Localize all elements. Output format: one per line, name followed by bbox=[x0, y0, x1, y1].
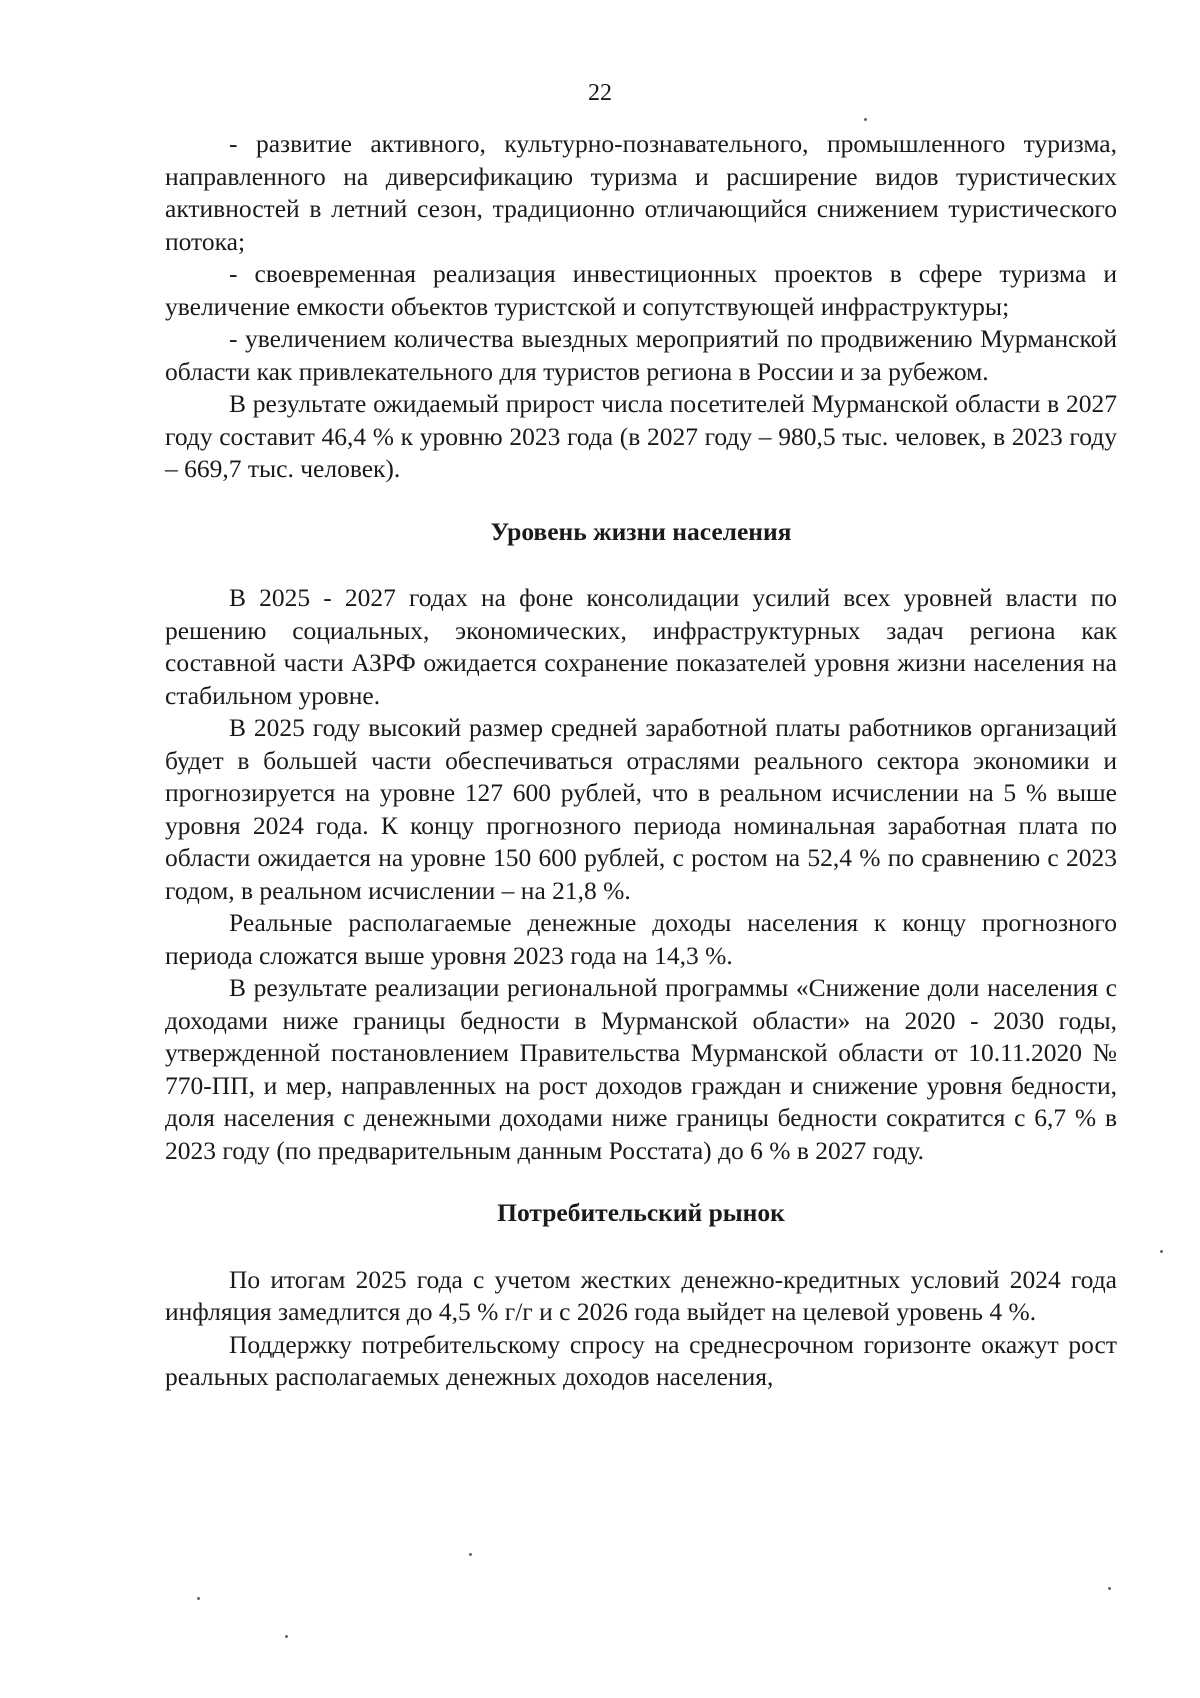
paragraph-consumer-demand: Поддержку потребительскому спросу на среднесрочном горизонте окажут рост реальных располагаемых денежных доходов населения, bbox=[165, 1329, 1117, 1391]
page-number: 22 bbox=[588, 80, 612, 106]
bullet-paragraph-investment-projects: - своевременная реализация инвестиционных проектов в сфере туризма и увеличение емкости объектов туристской и сопутствующей инфраструктуры; bbox=[165, 259, 1117, 321]
section-heading-consumer-market: Потребительский рынок bbox=[497, 1198, 785, 1227]
scan-speck bbox=[285, 1635, 288, 1638]
scan-speck bbox=[1160, 1250, 1163, 1253]
document-body bbox=[165, 128, 1117, 1394]
paragraph-disposable-income: Реальные располагаемые денежные доходы населения к концу прогнозного периода сложатся выше уровня 2023 года на 14,3 %. bbox=[165, 908, 1117, 970]
scan-speck bbox=[469, 1553, 472, 1556]
scan-speck bbox=[1108, 1587, 1111, 1590]
bullet-paragraph-promotion-events: - увеличением количества выездных мероприятий по продвижению Мурманской области как привлекательного для туристов региона в России и за рубежом. bbox=[165, 324, 1117, 386]
paragraph-living-standards-stability: В 2025 - 2027 годах на фоне консолидации усилий всех уровней власти по решению социальных, экономических, инфраструктурных задач региона как составной части АЗРФ ожидается сохранение показателей уровня жизни населения на стабильном уровне. bbox=[165, 583, 1117, 710]
scan-speck bbox=[864, 118, 867, 121]
section-heading-living-standards: Уровень жизни населения bbox=[490, 516, 792, 546]
bullet-paragraph-tourism-development: - развитие активного, культурно-познавательного, промышленного туризма, направленного на диверсификацию туризма и расширение видов туристических активностей в летний сезон, традиционно отличающийся снижением туристического потока; bbox=[165, 129, 1117, 256]
paragraph-visitor-growth: В результате ожидаемый прирост числа посетителей Мурманской области в 2027 году составит 46,4 % к уровню 2023 года (в 2027 году – 980,5 тыс. человек, в 2023 году – 669,7 тыс. человек). bbox=[165, 389, 1117, 483]
paragraph-average-salary: В 2025 году высокий размер средней заработной платы работников организаций будет в большей части обеспечиваться отраслями реального сектора экономики и прогнозируется на уровне 127 600 рублей, что в реальном исчислении на 5 % выше уровня 2024 года. К концу прогнозного периода номинальная заработная плата по области ожидается на уровне 150 600 рублей, с ростом на 52,4 % по сравнению с 2023 годом, в реальном исчислении – на 21,8 %. bbox=[165, 713, 1117, 905]
scan-speck bbox=[197, 1597, 200, 1600]
paragraph-poverty-program: В результате реализации региональной программы «Снижение доли населения с доходами ниже границы бедности в Мурманской области» на 2020 - 2030 годы, утвержденной постановлением Правительства Мурманской области от 10.11.2020 № 770-ПП, и мер, направленных на рост доходов граждан и снижение уровня бедности, доля населения с денежными доходами ниже границы бедности сократится с 6,7 % в 2023 году (по предварительным данным Росстата) до 6 % в 2027 году. bbox=[165, 973, 1117, 1165]
paragraph-inflation: По итогам 2025 года с учетом жестких денежно-кредитных условий 2024 года инфляция замедлится до 4,5 % г/г и с 2026 года выйдет на целевой уровень 4 %. bbox=[165, 1264, 1117, 1326]
